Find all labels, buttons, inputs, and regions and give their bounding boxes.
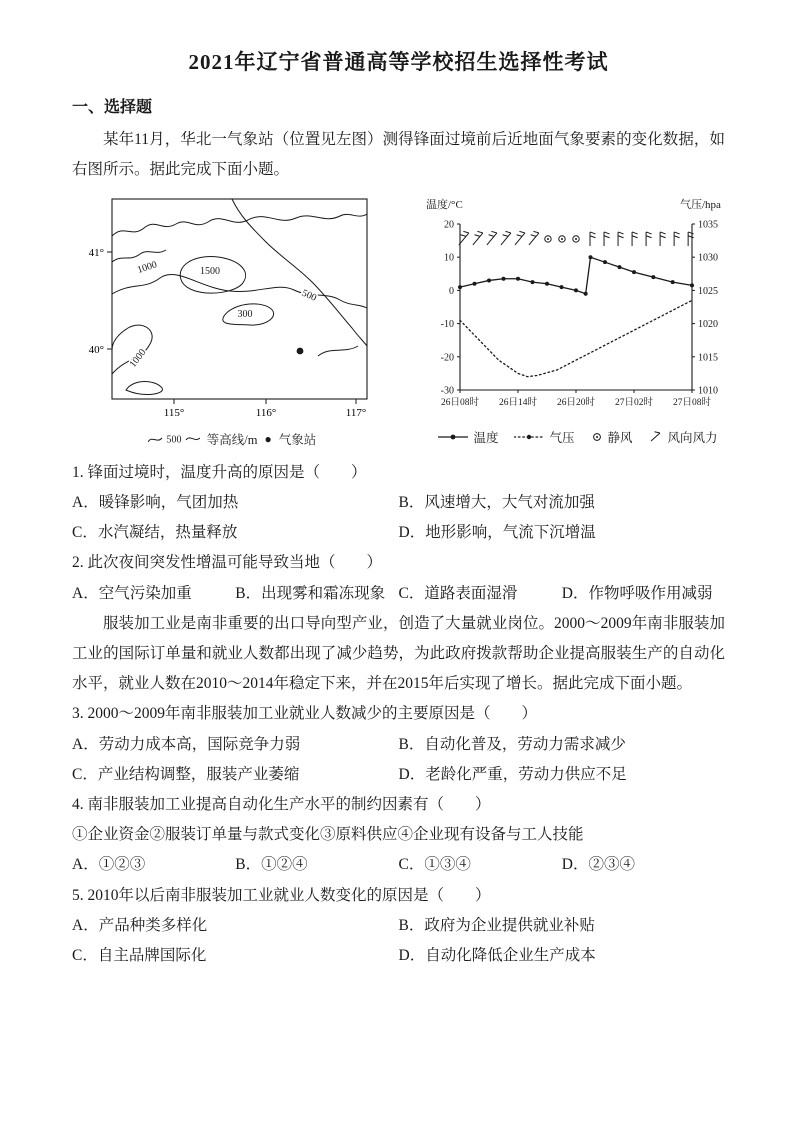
question-3 — [72, 699, 725, 790]
figure-row — [82, 194, 725, 448]
legend-item-temperature — [438, 428, 498, 446]
legend-label-calm: 静风 — [607, 430, 633, 445]
svg-text:-20: -20 — [440, 351, 454, 363]
question-5 — [72, 881, 725, 972]
question-4-items: ①企业资金②服装订单量与款式变化③原料供应④企业现有设备与工人技能 — [72, 826, 584, 844]
svg-text:27日02时: 27日02时 — [614, 397, 654, 408]
svg-text:1035: 1035 — [698, 219, 718, 231]
question-5-option-d: D．自动化降低企业生产成本 — [398, 947, 596, 965]
question-3-option-b: B．自动化普及，劳动力需求减少 — [398, 735, 626, 753]
legend-label-pressure: 气压 — [549, 430, 575, 445]
map-border — [112, 199, 367, 399]
lon-label-116: 116° — [255, 406, 277, 419]
page-title: 2021年辽宁省普通高等学校招生选择性考试 — [188, 50, 609, 74]
lon-label-117: 117° — [345, 406, 367, 419]
question-4-option-a: A．①②③ — [72, 856, 146, 874]
weather-chart-figure — [408, 194, 748, 446]
question-3-option-a: A．劳动力成本高，国际竞争力弱 — [72, 735, 301, 753]
wind-barb-icon — [649, 431, 663, 443]
station-legend-label: 气象站 — [278, 432, 317, 447]
weather-chart-svg — [408, 194, 748, 428]
legend-label-wind: 风向风力 — [667, 430, 718, 445]
question-2-stem: 2. 此次夜间突发性增温可能导致当地（ ） — [72, 554, 383, 572]
svg-text:1020: 1020 — [698, 318, 718, 330]
intro-paragraph-2: 服装加工业是南非重要的出口导向型产业，创造了大量就业岗位。2000～2009年南非服装加工业的国际订单量和就业人数都出现了减少趋势，为此政府拨款帮助企业提高服装生产的自动化水平，就业人数在2010～2014年稳定下来，并在2015年后实现了增长。据此完成下面小题。 — [72, 614, 725, 693]
temperature-line-icon — [438, 432, 468, 442]
question-3-stem: 3. 2000～2009年南非服装加工业就业人数减少的主要原因是（ ） — [72, 705, 538, 723]
contour-lines — [112, 199, 367, 394]
weather-station-dot — [297, 347, 304, 354]
legend-item-calm — [591, 428, 633, 446]
svg-text:26日14时: 26日14时 — [498, 397, 538, 408]
section-heading: 一、选择题 — [72, 99, 153, 116]
lon-label-115: 115° — [163, 406, 185, 419]
contour-map-svg — [82, 194, 382, 430]
question-5-option-b: B．政府为企业提供就业补贴 — [398, 916, 595, 934]
contour-label-1000-lower: 1000 — [127, 346, 149, 370]
question-4-stem: 4. 南非服装加工业提高自动化生产水平的制约因素有（ ） — [72, 796, 491, 814]
question-1-stem: 1. 锋面过境时，温度升高的原因是（ ） — [72, 463, 367, 481]
lat-label-41: 41° — [88, 246, 104, 259]
contour-label-300: 300 — [237, 308, 253, 320]
calm-wind-icon — [591, 431, 603, 443]
contour-label-500: 500 — [299, 287, 319, 304]
svg-text:10: 10 — [444, 252, 454, 264]
svg-text:20: 20 — [444, 219, 454, 231]
svg-text:-30: -30 — [440, 385, 454, 397]
question-2 — [72, 548, 725, 608]
contour-label-1500: 1500 — [200, 265, 220, 277]
svg-text:26日08时: 26日08时 — [440, 397, 480, 408]
question-2-option-d: D．作物呼吸作用减弱 — [561, 584, 713, 602]
question-3-option-c: C．产业结构调整，服装产业萎缩 — [72, 765, 300, 783]
contour-legend-value: 500 — [166, 434, 182, 446]
svg-text:-10: -10 — [440, 318, 454, 330]
station-dot-icon: ● — [264, 431, 272, 446]
pressure-line-icon — [514, 432, 544, 442]
question-2-option-a: A．空气污染加重 — [72, 584, 192, 602]
question-5-option-a: A．产品种类多样化 — [72, 916, 208, 934]
question-5-stem: 5. 2010年以后南非服装加工业就业人数变化的原因是（ ） — [72, 886, 491, 904]
question-4-option-b: B．①②④ — [235, 856, 308, 874]
svg-text:0: 0 — [449, 285, 454, 297]
question-1-option-b: B．风速增大，大气对流加强 — [398, 493, 595, 511]
svg-text:1030: 1030 — [698, 252, 718, 264]
legend-label-temperature: 温度 — [473, 430, 499, 445]
intro-paragraph-1: 某年11月，华北一气象站（位置见左图）测得锋面过境前后近地面气象要素的变化数据，如右图所示。据此完成下面小题。 — [72, 131, 725, 179]
svg-text:1010: 1010 — [698, 385, 718, 397]
contour-label-1000-upper: 1000 — [136, 258, 159, 276]
question-5-option-c: C．自主品牌国际化 — [72, 947, 207, 965]
svg-text:1015: 1015 — [698, 351, 718, 363]
question-4 — [72, 790, 725, 881]
question-2-option-c: C．道路表面湿滑 — [398, 584, 518, 602]
svg-text:26日20时: 26日20时 — [556, 397, 596, 408]
question-1-option-c: C．水汽凝结，热量释放 — [72, 524, 238, 542]
svg-text:1025: 1025 — [698, 285, 718, 297]
question-1-option-d: D．地形影响，气流下沉增温 — [398, 524, 596, 542]
svg-text:温度/°C: 温度/°C — [426, 198, 463, 211]
question-1-option-a: A．暖锋影响，气团加热 — [72, 493, 239, 511]
legend-item-pressure — [514, 428, 574, 446]
svg-text:气压/hpa: 气压/hpa — [680, 198, 721, 211]
lat-label-40: 40° — [88, 343, 104, 356]
chart-legend — [408, 428, 748, 446]
question-3-option-d: D．老龄化严重，劳动力供应不足 — [398, 765, 627, 783]
contour-line-icon — [148, 432, 200, 445]
contour-map-figure — [82, 194, 382, 448]
svg-text:27日08时: 27日08时 — [672, 397, 712, 408]
map-legend — [82, 430, 382, 448]
legend-item-wind — [649, 428, 718, 446]
contour-legend-label: 等高线/m — [206, 432, 258, 447]
question-1 — [72, 458, 725, 549]
question-2-option-b: B．出现雾和霜冻现象 — [235, 584, 386, 602]
question-4-option-d: D．②③④ — [561, 856, 635, 874]
question-4-option-c: C．①③④ — [398, 856, 471, 874]
